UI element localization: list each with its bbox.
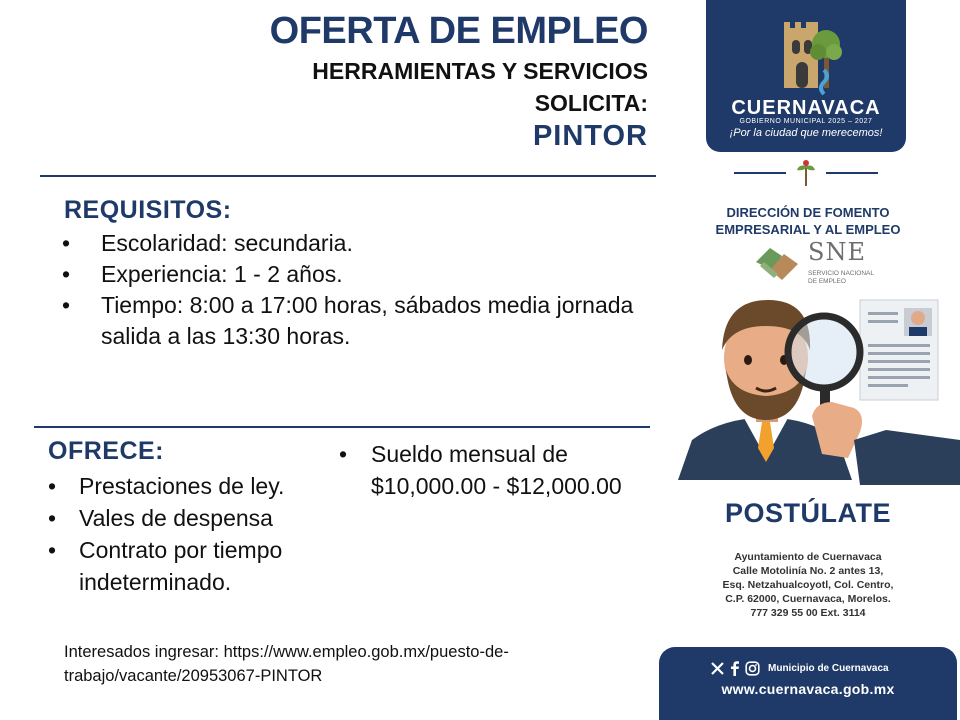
city-emblem-icon (706, 0, 906, 96)
handshake-icon (752, 240, 802, 286)
requirement-item: • Experiencia: 1 - 2 años. (60, 259, 640, 290)
facebook-icon[interactable] (729, 660, 741, 676)
offers-list (46, 470, 336, 598)
offer-item: • Contrato por tiempo indeterminado. (46, 534, 336, 598)
sne-subtitle-line: DE EMPLEO (808, 278, 846, 285)
offer-item: • Vales de despensa (46, 502, 336, 534)
salary-list (337, 438, 627, 502)
company-name: HERRAMIENTAS Y SERVICIOS (312, 58, 648, 84)
divider-line-right (826, 172, 878, 174)
divider-line-left (734, 172, 786, 174)
divider-middle (34, 426, 650, 428)
offer-item: • Prestaciones de ley. (46, 470, 336, 502)
apply-instructions (64, 640, 624, 688)
apply-line[interactable]: Interesados ingresar: https://www.empleo.gob.mx/puesto-de- (64, 643, 509, 661)
social-label: Municipio de Cuernavaca (768, 662, 889, 674)
solicita-label: SOLICITA: (534, 90, 648, 116)
department-line: DIRECCIÓN DE FOMENTO (726, 205, 890, 220)
requirements-list (60, 228, 640, 352)
cuernavaca-badge (706, 0, 906, 152)
address-line: C.P. 62000, Cuernavaca, Morelos. (725, 593, 891, 605)
requirements-heading: REQUISITOS: (64, 196, 232, 224)
instagram-icon[interactable] (745, 661, 760, 676)
website-link[interactable]: www.cuernavaca.gob.mx (721, 681, 895, 697)
offers-heading: OFRECE: (48, 437, 164, 465)
address-block (656, 550, 960, 620)
page-title: OFERTA DE EMPLEO (269, 10, 648, 52)
department-line: EMPRESARIAL Y AL EMPLEO (715, 222, 901, 237)
sidebar-panel (656, 0, 960, 720)
sne-logo-text: SNE (808, 238, 866, 266)
salary-item: • Sueldo mensual de $10,000.00 - $12,000.00 (337, 438, 627, 502)
department-name (656, 204, 960, 238)
address-line: 777 329 55 00 Ext. 3114 (750, 607, 866, 619)
position-title: PINTOR (532, 120, 648, 152)
sne-subtitle-line: SERVICIO NACIONAL (808, 270, 874, 277)
address-line: Ayuntamiento de Cuernavaca (734, 551, 882, 563)
social-links (710, 659, 889, 677)
divider-top (40, 175, 656, 177)
recruiter-illustration (676, 290, 960, 485)
footer-bar (659, 647, 957, 720)
address-line: Calle Motolinía No. 2 antes 13, (732, 565, 884, 577)
requirement-item: • Escolaridad: secundaria. (60, 228, 640, 259)
apply-call-to-action: POSTÚLATE (725, 498, 891, 528)
plant-icon (794, 158, 818, 186)
government-period: GOBIERNO MUNICIPAL 2025 – 2027 (739, 118, 873, 125)
x-icon[interactable] (710, 661, 725, 676)
requirement-item: • Tiempo: 8:00 a 17:00 horas, sábados media jornada salida a las 13:30 horas. (60, 290, 640, 352)
sne-subtitle (808, 270, 898, 286)
apply-line[interactable]: trabajo/vacante/20953067-PINTOR (64, 667, 323, 685)
address-line: Esq. Netzahualcoyotl, Col. Centro, (722, 579, 894, 591)
city-slogan: ¡Por la ciudad que merecemos! (729, 127, 883, 139)
city-name: CUERNAVACA (731, 97, 881, 119)
